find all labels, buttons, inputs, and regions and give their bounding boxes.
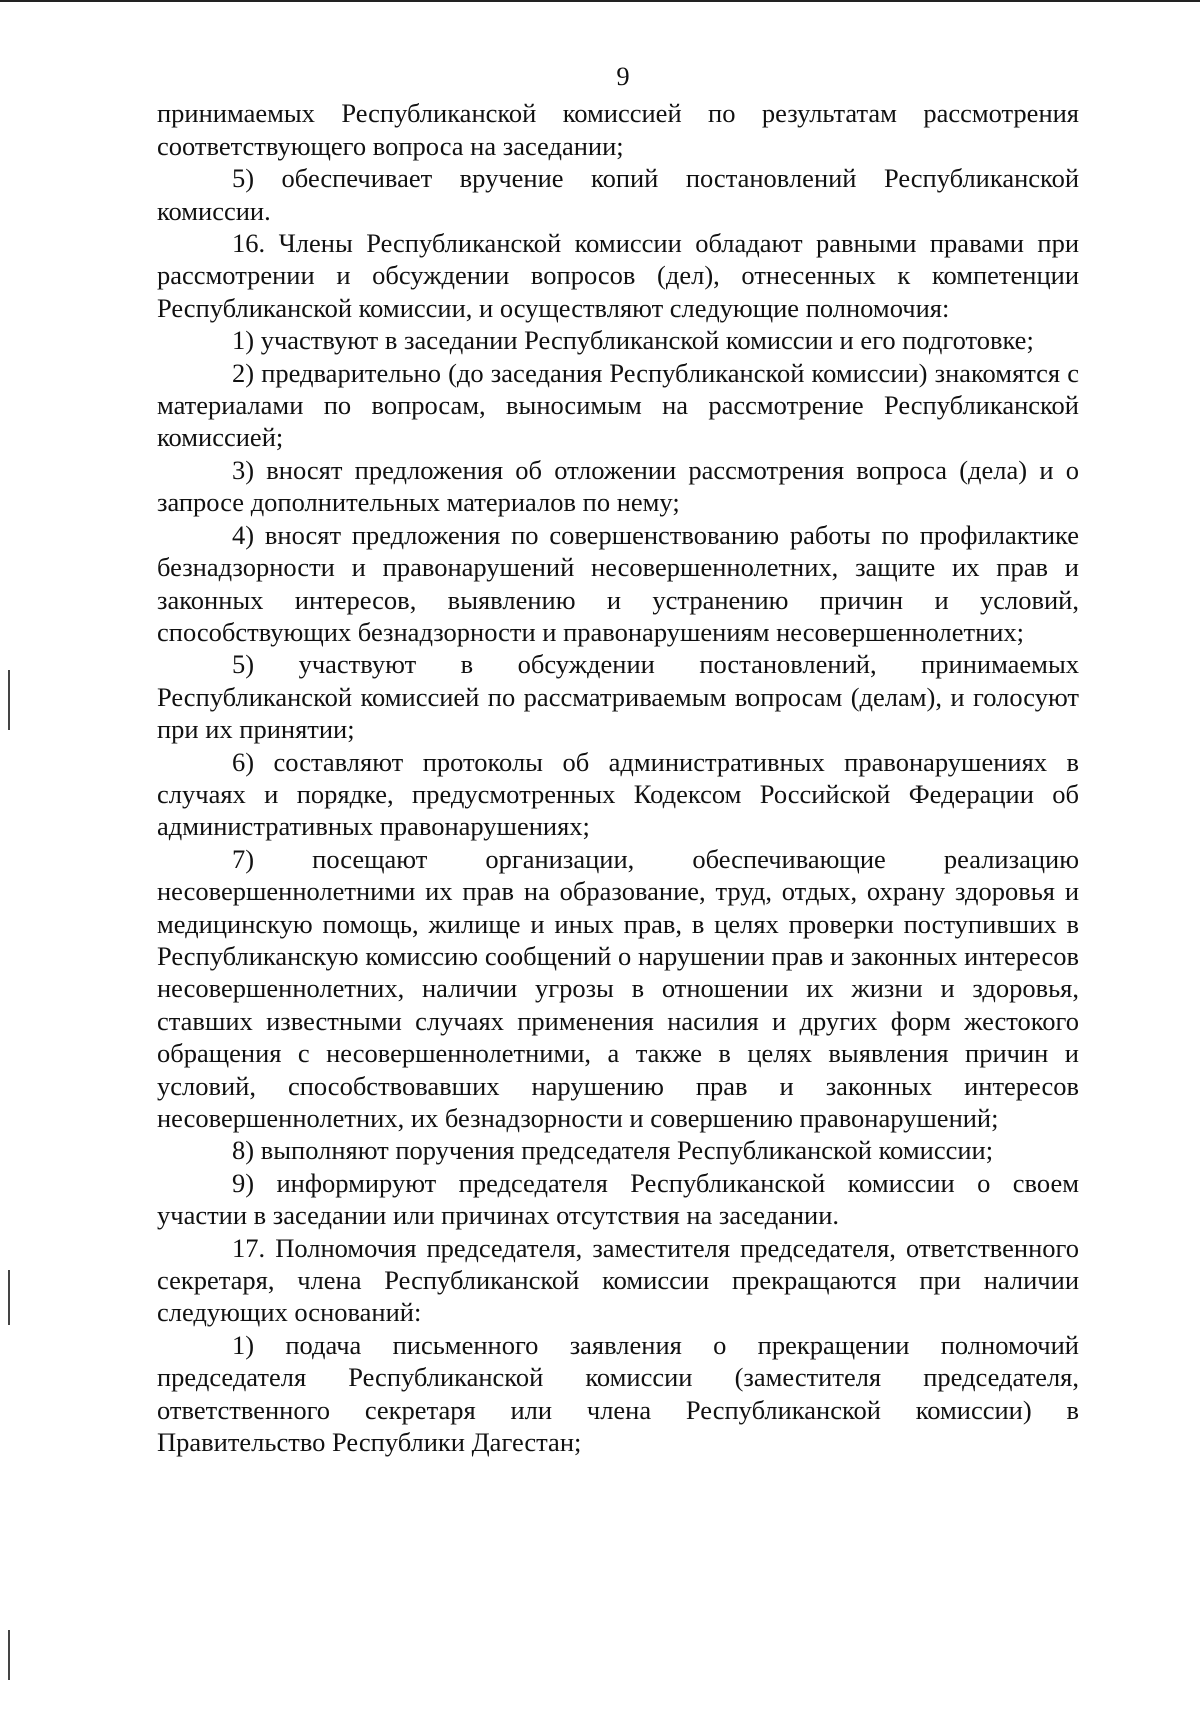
paragraph: 1) участвуют в заседании Республиканской комиссии и его подготовке; [232, 325, 1034, 356]
scan-edge [0, 0, 1200, 2]
margin-mark [8, 670, 10, 730]
document-page [157, 60, 1079, 1458]
margin-mark [8, 1630, 10, 1680]
paragraph: 5) участвуют в обсуждении постановлений, принимаемых Республиканской комиссией по рассматриваемым вопросам (делам), и голосуют при их принятии; [157, 649, 1079, 745]
paragraph: 9) информируют председателя Республиканской комиссии о своем участии в заседании или причинах отсутствия на заседании. [157, 1167, 1079, 1231]
paragraph: 1) подача письменного заявления о прекращении полномочий председателя Республиканской комиссии (заместителя председателя, ответственного секретаря или члена Республиканской комиссии) в Правительство Республики Дагестан; [157, 1329, 1079, 1458]
paragraph: 5) обеспечивает вручение копий постановлений Республиканской комиссии. [157, 163, 1079, 226]
paragraph: 16. Члены Республиканской комиссии обладают равными правами при рассмотрении и обсуждении вопросов (дел), отнесенных к компетенции Республиканской комиссии, и осуществляют следующие полномочия: [157, 228, 1079, 323]
paragraph: 6) составляют протоколы об административных правонарушениях в случаях и порядке, предусмотренных Кодексом Российской Федерации об административных правонарушениях; [157, 746, 1079, 842]
paragraph: 3) вносят предложения об отложении рассмотрения вопроса (дела) и о запросе дополнительных материалов по нему; [157, 454, 1079, 518]
paragraph: принимаемых Республиканской комиссией по результатам рассмотрения соответствующего вопроса на заседании; [157, 98, 1079, 161]
paragraph: 8) выполняют поручения председателя Республиканской комиссии; [232, 1135, 994, 1166]
paragraph: 17. Полномочия председателя, заместителя председателя, ответственного секретаря, члена Республиканской комиссии прекращаются при наличии следующих оснований: [157, 1232, 1079, 1328]
paragraph: 4) вносят предложения по совершенствованию работы по профилактике безнадзорности и правонарушений несовершеннолетних, защите их прав и законных интересов, выявлению и устранению причин и условий, способствующих безнадзорности и правонарушениям несовершеннолетних; [157, 519, 1079, 647]
margin-mark [8, 1270, 10, 1325]
paragraph: 7) посещают организации, обеспечивающие реализацию несовершеннолетними их прав на образование, труд, отдых, охрану здоровья и медицинскую помощь, жилище и иных прав, в целях проверки поступивших в Республиканскую комиссию сообщений о нарушении прав и законных интересов несовершеннолетних, наличии угрозы в отношении их жизни и здоровья, ставших известными случаях применения насилия и других форм жестокого обращения с несовершеннолетними, а также в целях выявления причин и условий, способствовавших нарушению прав и законных интересов несовершеннолетних, их безнадзорности и совершению правонарушений; [157, 843, 1079, 1133]
paragraph: 2) предварительно (до заседания Республиканской комиссии) знакомятся с материалами по вопросам, выносимым на рассмотрение Республиканской комиссией; [157, 357, 1079, 453]
page-number: 9 [616, 61, 630, 91]
